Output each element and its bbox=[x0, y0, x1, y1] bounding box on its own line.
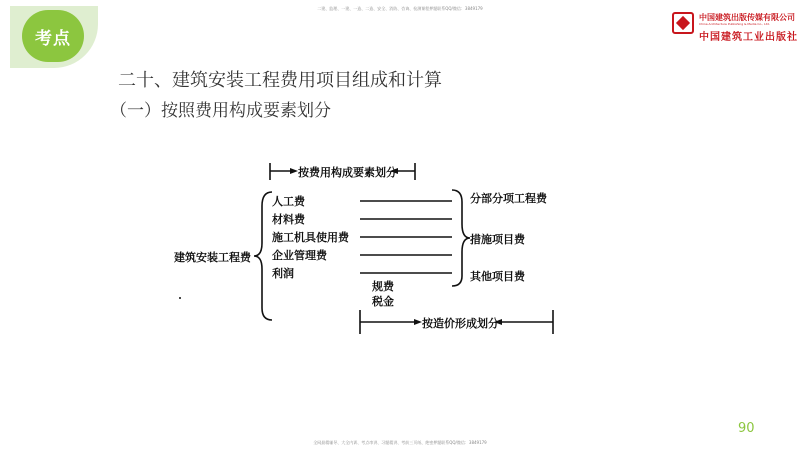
bottom-notice: 全网最精辅导、大全内训、考点串讲、习题精讲、考前三页纸、绝密押题联系QQ/微信：3849179 bbox=[313, 440, 487, 445]
diagram-root-label: 建筑安装工程费 bbox=[174, 251, 251, 264]
publisher-name-cn: 中国建筑出版传媒有限公司 bbox=[699, 13, 795, 22]
right-item-other: 其他项目费 bbox=[470, 270, 525, 283]
bottom-arrow-left-icon bbox=[414, 319, 422, 325]
publisher-name-cn2: 中国建筑工业出版社 bbox=[699, 32, 798, 43]
cost-composition-diagram bbox=[160, 158, 580, 344]
top-notice: 二建、监理、一建、一造、二造、安全、消防、咨询、检测课程押题联系QQ/微信：3849179 bbox=[317, 6, 483, 11]
publisher-emblem-icon bbox=[672, 12, 694, 34]
diagram-top-label: 按费用构成要素划分 bbox=[298, 166, 397, 179]
left-item-machinery: 施工机具使用费 bbox=[272, 231, 349, 244]
stray-dot bbox=[179, 297, 181, 299]
middle-item-fees: 规费 bbox=[372, 280, 394, 293]
publisher-logo bbox=[672, 12, 798, 44]
diagram-bottom-label: 按造价形成划分 bbox=[422, 317, 499, 330]
middle-item-tax: 税金 bbox=[372, 295, 394, 308]
top-arrow-left-icon bbox=[290, 168, 298, 174]
left-item-profit: 利润 bbox=[272, 267, 294, 280]
publisher-name-en: China Architecture Publishing & Media Co., Ltd. bbox=[699, 22, 770, 26]
right-item-measures: 措施项目费 bbox=[470, 233, 525, 246]
left-brace bbox=[254, 192, 272, 320]
right-brace bbox=[452, 190, 470, 286]
page-number: 90 bbox=[738, 421, 755, 436]
left-item-labor: 人工费 bbox=[272, 195, 305, 208]
left-item-materials: 材料费 bbox=[272, 213, 305, 226]
topic-badge: 考点 bbox=[22, 10, 84, 62]
section-heading: 二十、建筑安装工程费用项目组成和计算 bbox=[118, 70, 442, 91]
right-item-subdivision: 分部分项工程费 bbox=[470, 192, 547, 205]
left-item-management: 企业管理费 bbox=[272, 249, 327, 262]
section-subheading: （一）按照费用构成要素划分 bbox=[110, 101, 331, 121]
